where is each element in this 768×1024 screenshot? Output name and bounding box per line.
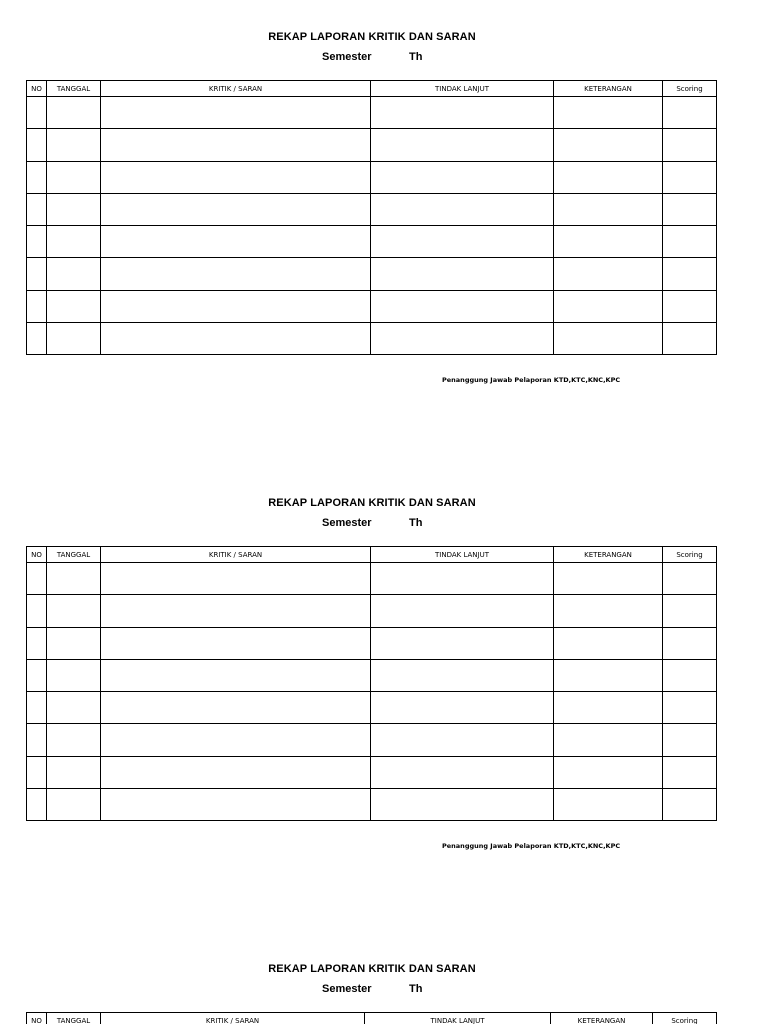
cell-no[interactable]: [27, 129, 47, 161]
cell-tindak-lanjut[interactable]: [371, 129, 554, 161]
cell-no[interactable]: [27, 193, 47, 225]
header-no: NO: [27, 547, 47, 563]
cell-tanggal[interactable]: [47, 161, 101, 193]
header-keterangan: KETERANGAN: [554, 81, 663, 97]
header-tindak-lanjut: TINDAK LANJUT: [365, 1013, 551, 1024]
cell-scoring[interactable]: [663, 692, 717, 724]
cell-tanggal[interactable]: [47, 563, 101, 595]
cell-tanggal[interactable]: [47, 193, 101, 225]
cell-keterangan[interactable]: [554, 627, 663, 659]
table-row: [27, 789, 717, 821]
header-kritik-saran: KRITIK / SARAN: [101, 81, 371, 97]
cell-kritik-saran[interactable]: [101, 129, 371, 161]
cell-scoring[interactable]: [663, 789, 717, 821]
header-no: NO: [27, 1013, 47, 1024]
responsible-note: Penanggung Jawab Pelaporan KTD,KTC,KNC,KPC: [442, 376, 621, 384]
cell-no[interactable]: [27, 226, 47, 258]
table-row: [27, 193, 717, 225]
header-tindak-lanjut: TINDAK LANJUT: [371, 547, 554, 563]
table-row: [27, 724, 717, 756]
table-row: [27, 161, 717, 193]
cell-kritik-saran[interactable]: [101, 595, 371, 627]
cell-scoring[interactable]: [663, 129, 717, 161]
cell-scoring[interactable]: [663, 756, 717, 788]
table-header-row: [27, 547, 717, 563]
table-row: [27, 659, 717, 691]
cell-tindak-lanjut[interactable]: [371, 563, 554, 595]
cell-tindak-lanjut[interactable]: [371, 595, 554, 627]
cell-keterangan[interactable]: [554, 323, 663, 355]
cell-scoring[interactable]: [663, 258, 717, 290]
cell-keterangan[interactable]: [554, 659, 663, 691]
cell-tindak-lanjut[interactable]: [371, 290, 554, 322]
table-row: [27, 226, 717, 258]
report-section-3: [0, 932, 768, 1024]
cell-kritik-saran[interactable]: [101, 756, 371, 788]
cell-kritik-saran[interactable]: [101, 692, 371, 724]
cell-no[interactable]: [27, 97, 47, 129]
cell-kritik-saran[interactable]: [101, 258, 371, 290]
cell-scoring[interactable]: [663, 97, 717, 129]
cell-kritik-saran[interactable]: [101, 226, 371, 258]
cell-tanggal[interactable]: [47, 756, 101, 788]
cell-kritik-saran[interactable]: [101, 627, 371, 659]
cell-scoring[interactable]: [663, 595, 717, 627]
cell-no[interactable]: [27, 290, 47, 322]
report-title: REKAP LAPORAN KRITIK DAN SARAN: [268, 963, 476, 975]
cell-tindak-lanjut[interactable]: [371, 724, 554, 756]
cell-tindak-lanjut[interactable]: [371, 193, 554, 225]
cell-keterangan[interactable]: [554, 692, 663, 724]
header-kritik-saran: KRITIK / SARAN: [101, 1013, 365, 1024]
cell-keterangan[interactable]: [554, 193, 663, 225]
report-table: [26, 80, 717, 355]
header-kritik-saran: KRITIK / SARAN: [101, 547, 371, 563]
table-row: [27, 595, 717, 627]
cell-keterangan[interactable]: [554, 97, 663, 129]
cell-no[interactable]: [27, 724, 47, 756]
cell-no[interactable]: [27, 756, 47, 788]
cell-scoring[interactable]: [663, 161, 717, 193]
cell-no[interactable]: [27, 161, 47, 193]
cell-tanggal[interactable]: [47, 129, 101, 161]
cell-kritik-saran[interactable]: [101, 290, 371, 322]
report-table: [26, 546, 717, 821]
cell-tanggal[interactable]: [47, 724, 101, 756]
table-row: [27, 692, 717, 724]
cell-no[interactable]: [27, 789, 47, 821]
cell-keterangan[interactable]: [554, 789, 663, 821]
cell-keterangan[interactable]: [554, 226, 663, 258]
cell-no[interactable]: [27, 627, 47, 659]
cell-no[interactable]: [27, 323, 47, 355]
responsible-note: Penanggung Jawab Pelaporan KTD,KTC,KNC,KPC: [442, 842, 621, 850]
cell-keterangan[interactable]: [554, 756, 663, 788]
cell-scoring[interactable]: [663, 627, 717, 659]
cell-tindak-lanjut[interactable]: [371, 226, 554, 258]
cell-tanggal[interactable]: [47, 226, 101, 258]
semester-label: Semester: [322, 983, 372, 995]
cell-tindak-lanjut[interactable]: [371, 627, 554, 659]
table-row: [27, 129, 717, 161]
cell-tanggal[interactable]: [47, 323, 101, 355]
table-row: [27, 627, 717, 659]
cell-tindak-lanjut[interactable]: [371, 756, 554, 788]
cell-no[interactable]: [27, 595, 47, 627]
table-row: [27, 756, 717, 788]
year-label: Th: [409, 51, 423, 63]
table-row: [27, 97, 717, 129]
cell-kritik-saran[interactable]: [101, 789, 371, 821]
year-label: Th: [409, 983, 423, 995]
cell-keterangan[interactable]: [554, 563, 663, 595]
cell-tanggal[interactable]: [47, 627, 101, 659]
header-scoring: Scoring: [663, 547, 717, 563]
cell-scoring[interactable]: [663, 724, 717, 756]
cell-tindak-lanjut[interactable]: [371, 161, 554, 193]
cell-tanggal[interactable]: [47, 97, 101, 129]
table-row: [27, 258, 717, 290]
report-title: REKAP LAPORAN KRITIK DAN SARAN: [268, 31, 476, 43]
cell-tindak-lanjut[interactable]: [371, 258, 554, 290]
table-header-row: [27, 1013, 717, 1024]
cell-kritik-saran[interactable]: [101, 323, 371, 355]
cell-no[interactable]: [27, 659, 47, 691]
cell-tanggal[interactable]: [47, 290, 101, 322]
cell-scoring[interactable]: [663, 659, 717, 691]
cell-tindak-lanjut[interactable]: [371, 659, 554, 691]
cell-no[interactable]: [27, 563, 47, 595]
cell-scoring[interactable]: [663, 290, 717, 322]
header-tanggal: TANGGAL: [47, 547, 101, 563]
header-tanggal: TANGGAL: [47, 1013, 101, 1024]
header-scoring: Scoring: [653, 1013, 717, 1024]
cell-tanggal[interactable]: [47, 789, 101, 821]
cell-keterangan[interactable]: [554, 724, 663, 756]
semester-label: Semester: [322, 517, 372, 529]
cell-kritik-saran[interactable]: [101, 97, 371, 129]
cell-tindak-lanjut[interactable]: [371, 789, 554, 821]
table-row: [27, 563, 717, 595]
cell-keterangan[interactable]: [554, 258, 663, 290]
cell-tindak-lanjut[interactable]: [371, 97, 554, 129]
header-tanggal: TANGGAL: [47, 81, 101, 97]
header-scoring: Scoring: [663, 81, 717, 97]
cell-tanggal[interactable]: [47, 692, 101, 724]
report-table: [26, 1012, 717, 1024]
year-label: Th: [409, 517, 423, 529]
cell-tanggal[interactable]: [47, 258, 101, 290]
cell-keterangan[interactable]: [554, 595, 663, 627]
cell-keterangan[interactable]: [554, 290, 663, 322]
cell-scoring[interactable]: [663, 563, 717, 595]
table-row: [27, 290, 717, 322]
cell-no[interactable]: [27, 258, 47, 290]
cell-kritik-saran[interactable]: [101, 193, 371, 225]
cell-keterangan[interactable]: [554, 161, 663, 193]
cell-tanggal[interactable]: [47, 659, 101, 691]
cell-tanggal[interactable]: [47, 595, 101, 627]
header-tindak-lanjut: TINDAK LANJUT: [371, 81, 554, 97]
cell-scoring[interactable]: [663, 226, 717, 258]
cell-kritik-saran[interactable]: [101, 659, 371, 691]
header-keterangan: KETERANGAN: [551, 1013, 653, 1024]
semester-label: Semester: [322, 51, 372, 63]
header-keterangan: KETERANGAN: [554, 547, 663, 563]
cell-no[interactable]: [27, 692, 47, 724]
table-row: [27, 323, 717, 355]
table-header-row: [27, 81, 717, 97]
report-title: REKAP LAPORAN KRITIK DAN SARAN: [268, 497, 476, 509]
cell-kritik-saran[interactable]: [101, 724, 371, 756]
cell-scoring[interactable]: [663, 193, 717, 225]
cell-kritik-saran[interactable]: [101, 563, 371, 595]
cell-keterangan[interactable]: [554, 129, 663, 161]
cell-tindak-lanjut[interactable]: [371, 692, 554, 724]
cell-tindak-lanjut[interactable]: [371, 323, 554, 355]
cell-kritik-saran[interactable]: [101, 161, 371, 193]
header-no: NO: [27, 81, 47, 97]
cell-scoring[interactable]: [663, 323, 717, 355]
